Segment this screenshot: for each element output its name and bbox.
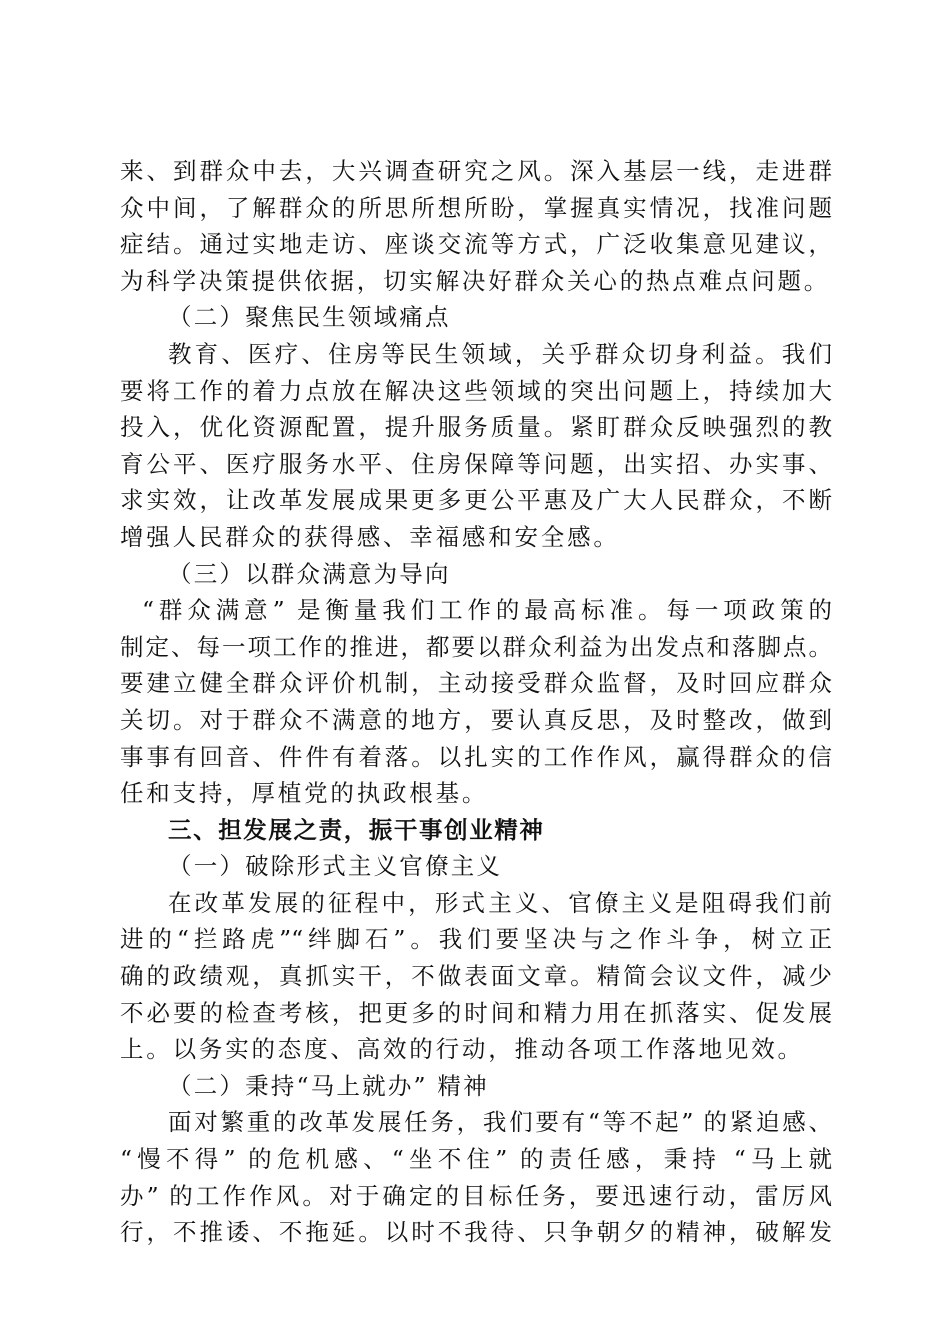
- section-heading: 三、担发展之责，振干事创业精神: [168, 815, 545, 844]
- paragraph-line: 确的政绩观，真抓实干，不做表面文章。精简会议文件，减少: [120, 962, 832, 991]
- paragraph-line: 事事有回音、件件有着落。以扎实的工作作风，赢得群众的信: [120, 742, 832, 771]
- paragraph-line: 不必要的检查考核，把更多的时间和精力用在抓落实、促发展: [120, 998, 832, 1027]
- paragraph-line: 症结。通过实地走访、座谈交流等方式，广泛收集意见建议，: [120, 230, 832, 259]
- paragraph-line: 面对繁重的改革发展任务，我们要有“等不起” 的紧迫感、: [168, 1108, 832, 1137]
- paragraph-line: 行，不推诿、不拖延。以时不我待、只争朝夕的精神，破解发: [120, 1218, 832, 1247]
- paragraph-line: 增强人民群众的获得感、幸福感和安全感。: [120, 522, 620, 551]
- paragraph-line: 投入，优化资源配置，提升服务质量。紧盯群众反映强烈的教: [120, 413, 832, 442]
- subsection-heading: （二）聚焦民生领域痛点: [168, 303, 451, 332]
- paragraph-line: 求实效，让改革发展成果更多更公平惠及广大人民群众，不断: [120, 486, 832, 515]
- paragraph-line: 上。以务实的态度、高效的行动，推动各项工作落地见效。: [120, 1035, 804, 1064]
- paragraph-line: 制定、每一项工作的推进，都要以群众利益为出发点和落脚点。: [120, 632, 832, 661]
- paragraph-line: “慢不得” 的危机感、“坐不住” 的责任感，秉持 “马上就: [120, 1145, 832, 1174]
- paragraph-line: 来、到群众中去，大兴调查研究之风。深入基层一线，走进群: [120, 157, 832, 185]
- paragraph-line: 任和支持，厚植党的执政根基。: [120, 779, 489, 808]
- subsection-heading: （二）秉持“马上就办” 精神: [168, 1071, 489, 1100]
- paragraph-line: 进的“拦路虎”“绊脚石”。我们要坚决与之作斗争，树立正: [120, 925, 832, 954]
- paragraph-line: 为科学决策提供依据，切实解决好群众关心的热点难点问题。: [120, 266, 831, 295]
- paragraph-line: 教育、医疗、住房等民生领域，关乎群众切身利益。我们: [168, 339, 832, 368]
- paragraph-line: 要建立健全群众评价机制，主动接受群众监督，及时回应群众: [120, 669, 832, 698]
- paragraph-line: 办” 的工作作风。对于确定的目标任务，要迅速行动，雷厉风: [120, 1181, 832, 1210]
- paragraph-line: 在改革发展的征程中，形式主义、官僚主义是阻碍我们前: [168, 888, 832, 917]
- paragraph-line: 众中间，了解群众的所思所想所盼，掌握真实情况，找准问题: [120, 193, 832, 222]
- subsection-heading: （一）破除形式主义官僚主义: [168, 852, 503, 881]
- subsection-heading: （三）以群众满意为导向: [168, 559, 451, 588]
- paragraph-line: “群众满意” 是衡量我们工作的最高标准。每一项政策的: [142, 596, 832, 625]
- paragraph-line: 关切。对于群众不满意的地方，要认真反思，及时整改，做到: [120, 705, 832, 734]
- paragraph-line: 育公平、医疗服务水平、住房保障等问题，出实招、办实事、: [120, 449, 832, 478]
- document-body: [120, 153, 832, 1251]
- paragraph-line: 要将工作的着力点放在解决这些领域的突出问题上，持续加大: [120, 376, 832, 405]
